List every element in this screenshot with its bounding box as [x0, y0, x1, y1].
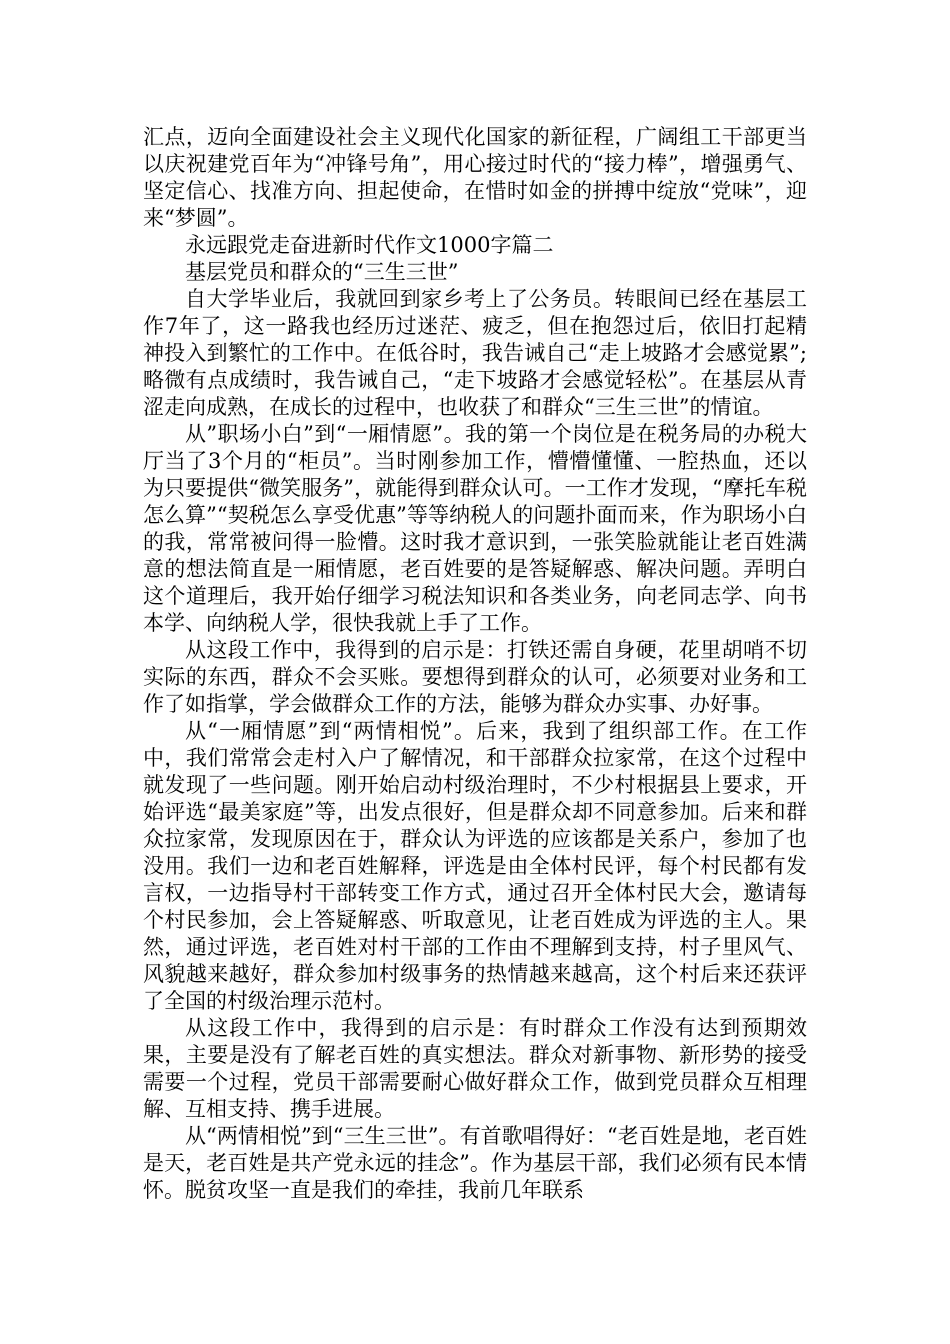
paragraph: 从这段工作中，我得到的启示是：有时群众工作没有达到预期效果，主要是没有了解老百姓的真实想法。群众对新事物、新形势的接受需要一个过程，党员干部需要耐心做好群众工作，做到党员群众互相理解、互相支持、携手进展。: [143, 1016, 807, 1121]
paragraph: 自大学毕业后，我就回到家乡考上了公务员。转眼间已经在基层工作7年了，这一路我也经历过迷茫、疲乏，但在抱怨过后，依旧打起精神投入到繁忙的工作中。在低谷时，我告诫自己“走上坡路才会感觉累”;略微有点成绩时，我告诫自己，“走下坡路才会感觉轻松”。在基层从青涩走向成熟，在成长的过程中，也收获了和群众“三生三世”的情谊。: [143, 287, 807, 419]
paragraph: 从这段工作中，我得到的启示是：打铁还需自身硬，花里胡哨不切实际的东西，群众不会买账。要想得到群众的认可，必须要对业务和工作了如指掌，学会做群众工作的方法，能够为群众办实事、办好事。: [143, 638, 807, 716]
paragraph: 从“一厢情愿”到“两情相悦”。后来，我到了组织部工作。在工作中，我们常常会走村入户了解情况，和干部群众拉家常，在这个过程中就发现了一些问题。刚开始启动村级治理时，不少村根据县上要求，开始评选“最美家庭”等，出发点很好，但是群众却不同意参加。后来和群众拉家常，发现原因在于，群众认为评选的应该都是关系户，参加了也没用。我们一边和老百姓解释，评选是由全体村民评，每个村民都有发言权，一边指导村干部转变工作方式，通过召开全体村民大会，邀请每个村民参加，会上答疑解惑、听取意见，让老百姓成为评选的主人。果然，通过评选，老百姓对村干部的工作由不理解到支持，村子里风气、风貌越来越好，群众参加村级事务的热情越来越高，这个村后来还获评了全国的村级治理示范村。: [143, 719, 807, 1013]
document-body: [143, 124, 807, 1204]
paragraph: 从“两情相悦”到“三生三世”。有首歌唱得好：“老百姓是地，老百姓是天，老百姓是共产党永远的挂念”。作为基层干部，我们必须有民本情怀。脱贫攻坚一直是我们的牵挂，我前几年联系: [143, 1124, 807, 1202]
paragraph: 从”职场小白”到“一厢情愿”。我的第一个岗位是在税务局的办税大厅当了3个月的“柜员”。当时刚参加工作，懵懵懂懂、一腔热血，还以为只要提供“微笑服务”，就能得到群众认可。一工作才发现，“摩托车税怎么算”“契税怎么享受优惠”等等纳税人的问题扑面而来，作为职场小白的我，常常被问得一脸懵。这时我才意识到，一张笑脸就能让老百姓满意的想法简直是一厢情愿，老百姓要的是答疑解惑、解决问题。弄明白这个道理后，我开始仔细学习税法知识和各类业务，向老同志学、向书本学、向纳税人学，很快我就上手了工作。: [143, 422, 807, 635]
paragraph: 汇点，迈向全面建设社会主义现代化国家的新征程，广阔组工干部更当以庆祝建党百年为“冲锋号角”，用心接过时代的“接力棒”，增强勇气、坚定信心、找准方向、担起使命，在惜时如金的拼搏中绽放“党味”，迎来“梦圆”。: [143, 125, 807, 230]
article-title: 基层党员和群众的“三生三世”: [185, 260, 459, 284]
section-title: 永远跟党走奋进新时代作文1000字篇二: [185, 233, 554, 257]
